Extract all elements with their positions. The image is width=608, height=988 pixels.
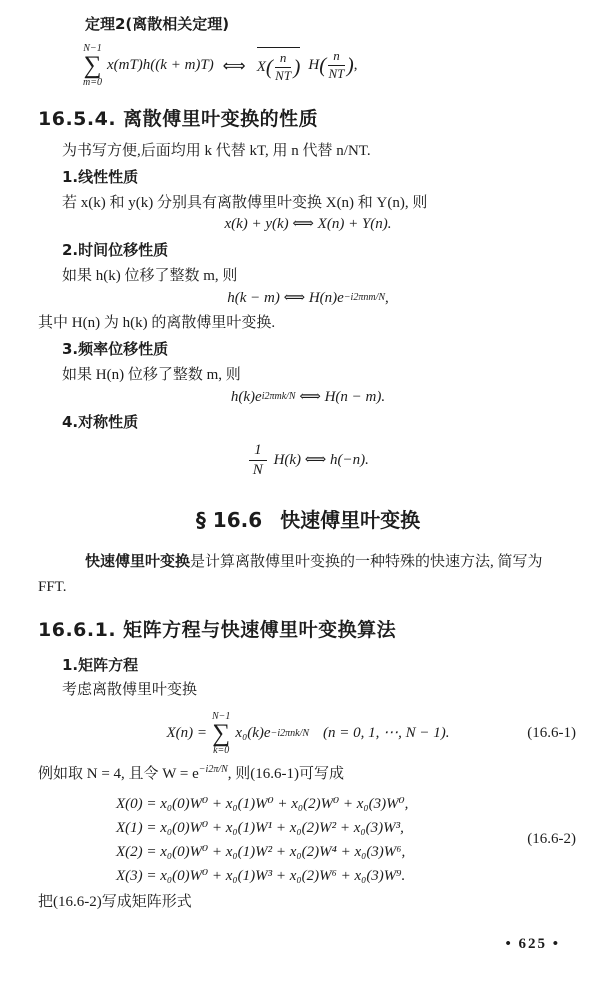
fft-paragraph-line-1 bbox=[85, 551, 578, 574]
equation-tag-16-6-2: (16.6-2) bbox=[527, 830, 576, 847]
formula-base: h(k − m) ⟺ H(n)e bbox=[227, 289, 344, 306]
matrix-eq-body: 考虑离散傅里叶变换 bbox=[62, 682, 198, 699]
dft-condition: (n = 0, 1, ⋯, N − 1). bbox=[323, 725, 450, 742]
theorem-title: 定理2(离散相关定理) bbox=[85, 15, 230, 33]
open-paren: ( bbox=[319, 53, 327, 78]
theorem-rhs-x: X bbox=[256, 58, 266, 75]
fraction-n-over-nt: $\frac{n}{NT}$ bbox=[275, 50, 292, 84]
formula-rest: ⟺ H(n − m). bbox=[295, 388, 386, 405]
dft-lhs: X(n) = bbox=[166, 725, 207, 742]
theorem-lhs: x(mT)h((k + m)T) bbox=[106, 56, 214, 73]
sum-upper-limit: N−1 bbox=[83, 42, 102, 54]
dft-equation-row: X(n) = N−1 ∑ k=0 x₀(k)e −i2πnk/N (n = 0, 1, ⋯, N − 1). (16.6-1) bbox=[166, 711, 576, 756]
formula-base: h(k)e bbox=[230, 388, 262, 405]
dft-body: x₀(k)e bbox=[235, 725, 271, 742]
property-2-body: 如果 h(k) 位移了整数 m, 则 bbox=[62, 267, 238, 284]
property-2-note: 其中 H(n) 为 h(k) 的离散傅里叶变换. bbox=[38, 315, 276, 332]
comma: , bbox=[353, 56, 358, 73]
summation-symbol bbox=[212, 712, 230, 756]
sigma-glyph: ∑ bbox=[83, 51, 102, 79]
fraction-n-over-nt: $\frac{n}{NT}$ bbox=[328, 48, 345, 82]
example-post: , 则(16.6-1)可写成 bbox=[227, 765, 345, 782]
theorem-formula bbox=[78, 44, 578, 88]
section-16-5-4-heading: 16.5.4. 离散傅里叶变换的性质 bbox=[38, 107, 319, 130]
comma: , bbox=[385, 289, 389, 306]
open-paren: ( bbox=[265, 55, 273, 80]
example-line bbox=[38, 764, 578, 786]
property-1-formula: x(k) + y(k) ⟺ X(n) + Y(n). bbox=[224, 216, 392, 233]
intro-text: 为书写方便,后面均用 k 代替 kT, 用 n 代替 n/NT. bbox=[62, 143, 371, 160]
formula-rest: H(k) ⟺ h(−n). bbox=[273, 451, 369, 468]
section-number: § 16.6 bbox=[195, 507, 263, 532]
dft-expanded-equations bbox=[38, 792, 578, 888]
equation-line: X(3) = x₀(0)W⁰ + x₀(1)W³ + x₀(2)W⁶ + x₀(3)W⁹. bbox=[116, 867, 406, 884]
equation-tag-16-6-1: (16.6-1) bbox=[527, 725, 576, 742]
fft-paragraph-rest: 是计算离散傅里叶变换的一种特殊的快速方法, 简写为 bbox=[190, 553, 543, 570]
property-2-title: 2.时间位移性质 bbox=[62, 241, 169, 260]
sum-lower-limit: m=0 bbox=[83, 76, 102, 88]
example-exponent: −i2π/N bbox=[198, 763, 228, 775]
property-3-title: 3.频率位移性质 bbox=[62, 340, 169, 359]
theorem-rhs-h: H bbox=[308, 56, 320, 73]
summation-symbol bbox=[83, 44, 102, 88]
matrix-form-intro: 把(16.6-2)写成矩阵形式 bbox=[38, 893, 192, 910]
section-title: 快速傅里叶变换 bbox=[280, 507, 421, 532]
section-16-6-1-heading: 16.6.1. 矩阵方程与快速傅里叶变换算法 bbox=[38, 619, 397, 642]
property-2-formula: h(k − m) ⟺ H(n)e −i2πnm/N , bbox=[38, 288, 578, 310]
conjugate-overline-group bbox=[257, 47, 301, 84]
sum-upper-limit: N−1 bbox=[211, 711, 231, 723]
sum-lower-limit: k=0 bbox=[213, 744, 230, 756]
close-paren: ) bbox=[346, 53, 354, 78]
property-3-body: 如果 H(n) 位移了整数 m, 则 bbox=[62, 366, 241, 383]
property-3-formula: h(k)e i2πmk/N ⟺ H(n − m). bbox=[38, 387, 578, 409]
equation-line: X(2) = x₀(0)W⁰ + x₀(1)W² + x₀(2)W⁴ + x₀(3)W⁶, bbox=[116, 843, 406, 860]
transform-pair-icon: ⟺ bbox=[222, 56, 245, 76]
fraction-1-over-n: $\frac{1}{N}$ bbox=[249, 442, 267, 480]
equation-line: X(0) = x₀(0)W⁰ + x₀(1)W⁰ + x₀(2)W⁰ + x₀(3)W⁰, bbox=[116, 795, 409, 812]
page-number: • 625 • bbox=[505, 936, 560, 953]
matrix-eq-title: 1.矩阵方程 bbox=[62, 655, 139, 674]
fft-paragraph-line-2: FFT. bbox=[38, 579, 67, 596]
sigma-glyph: ∑ bbox=[212, 720, 231, 748]
example-pre: 例如取 N = 4, 且令 W = e bbox=[38, 765, 199, 782]
equation-line: X(1) = x₀(0)W⁰ + x₀(1)W¹ + x₀(2)W² + x₀(3)W³, bbox=[116, 819, 404, 836]
property-1-body: 若 x(k) 和 y(k) 分别具有离散傅里叶变换 X(n) 和 Y(n), 则 bbox=[62, 194, 428, 211]
fft-term-bold: 快速傅里叶变换 bbox=[85, 551, 191, 570]
section-16-6-heading bbox=[38, 506, 578, 535]
property-4-formula bbox=[38, 442, 578, 480]
property-1-title: 1.线性性质 bbox=[62, 167, 139, 186]
close-paren: ) bbox=[293, 55, 301, 80]
property-4-title: 4.对称性质 bbox=[62, 413, 139, 432]
